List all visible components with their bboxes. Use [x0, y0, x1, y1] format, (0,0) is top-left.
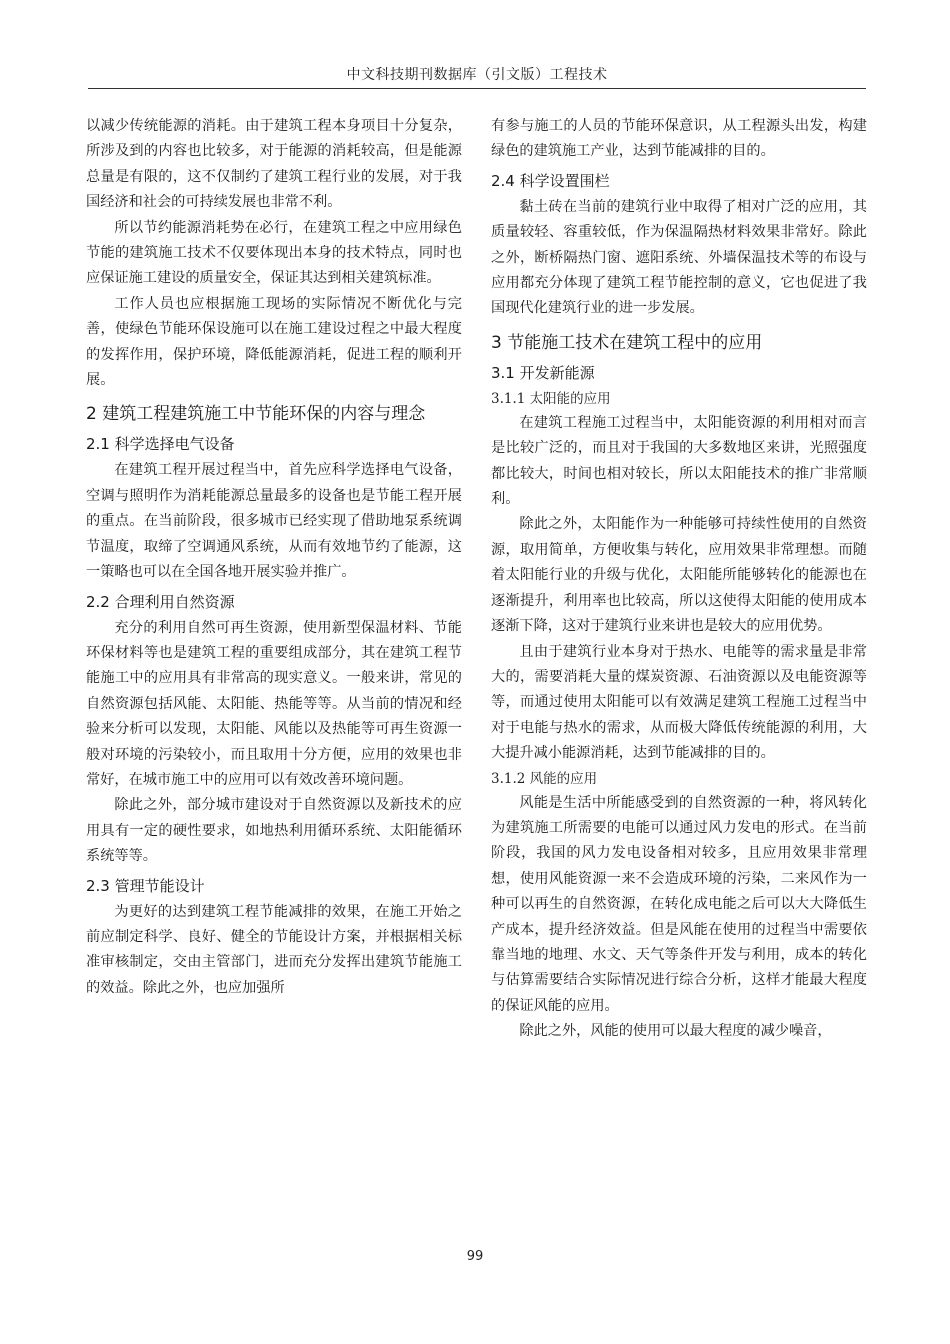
- left-column: [86, 114, 462, 1001]
- paragraph: 工作人员也应根据施工现场的实际情况不断优化与完善，使绿色节能环保设施可以在施工建设过程之中最大程度的发挥作用，保护环境，降低能源消耗，促进工程的顺利开展。: [86, 295, 462, 389]
- paragraph: 除此之外，风能的使用可以最大程度的减少噪音，: [519, 1023, 832, 1040]
- paragraph: 且由于建筑行业本身对于热水、电能等的需求量是非常大的，需要消耗大量的煤炭资源、石油资源以及电能资源等等，而通过使用太阳能可以有效满足建筑工程施工过程当中对于电能与热水的需求，从而极大降低传统能源的利用，大大提升减小能源消耗，达到节能减排的目的。: [491, 643, 867, 762]
- paragraph: 以减少传统能源的消耗。由于建筑工程本身项目十分复杂，所涉及到的内容也比较多，对于能源的消耗较高，但是能源总量是有限的，这不仅制约了建筑工程行业的发展，对于我国经济和社会的可持续发展也非常不利。: [86, 118, 462, 211]
- journal-header: 中文科技期刊数据库（引文版）工程技术: [346, 67, 608, 83]
- paragraph: 除此之外，太阳能作为一种能够可持续性使用的自然资源，取用简单，方便收集与转化，应用效果非常理想。而随着太阳能行业的升级与优化，太阳能所能够转化的能源也在逐渐提升，利用率也比较高，所以这使得太阳能的使用成本逐渐下降，这对于建筑行业来讲也是较大的应用优势。: [491, 516, 867, 635]
- right-column: [491, 114, 867, 1045]
- paragraph: 为更好的达到建筑工程节能减排的效果，在施工开始之前应制定科学、良好、健全的节能设计方案，并根据相关标准审核制定，交由主管部门，进而充分发挥出建筑节能施工的效益。除此之外，也应加强所: [86, 903, 462, 996]
- page-number: 99: [466, 1249, 484, 1264]
- subsection-heading-2-4: 2.4 科学设置围栏: [491, 171, 610, 190]
- subsubsection-heading-3-1-1: 3.1.1 太阳能的应用: [491, 390, 611, 407]
- paragraph: 在建筑工程施工过程当中，太阳能资源的利用相对而言是比较广泛的，而且对于我国的大多数地区来讲，光照强度都比较大，时间也相对较长，所以太阳能技术的推广非常顺利。: [491, 414, 867, 508]
- subsection-heading-2-1: 2.1 科学选择电气设备: [86, 435, 235, 454]
- subsubsection-heading-3-1-2: 3.1.2 风能的应用: [491, 770, 598, 787]
- paragraph: 风能是生活中所能感受到的自然资源的一种，将风转化为建筑施工所需要的电能可以通过风力发电的形式。在当前阶段，我国的风力发电设备相对较多，且应用效果非常理想，使用风能资源一来不会造成环境的污染，二来风作为一种可以再生的自然资源，在转化成电能之后可以大大降低生产成本，提升经济效益。但是风能在使用的过程当中需要依靠当地的地理、水文、天气等条件开发与利用，成本的转化与估算需要结合实际情况进行综合分析，这样才能最大程度的保证风能的应用。: [491, 794, 867, 1014]
- section-heading-2: 2 建筑工程建筑施工中节能环保的内容与理念: [86, 404, 426, 425]
- paragraph: 除此之外，部分城市建设对于自然资源以及新技术的应用具有一定的硬性要求，如地热利用循环系统、太阳能循环系统等等。: [86, 797, 462, 865]
- subsection-heading-2-3: 2.3 管理节能设计: [86, 876, 205, 895]
- paragraph: 有参与施工的人员的节能环保意识，从工程源头出发，构建绿色的建筑施工产业，达到节能减排的目的。: [491, 118, 867, 160]
- subsection-heading-2-2: 2.2 合理利用自然资源: [86, 592, 235, 611]
- paragraph: 在建筑工程开展过程当中，首先应科学选择电气设备，空调与照明作为消耗能源总量最多的设备也是节能工程开展的重点。在当前阶段，很多城市已经实现了借助地泵系统调节温度，取缔了空调通风系统，从而有效地节约了能源，这一策略也可以在全国各地开展实验并推广。: [86, 462, 462, 581]
- header-rule: [88, 88, 866, 89]
- section-heading-3: 3 节能施工技术在建筑工程中的应用: [491, 332, 763, 353]
- paragraph: 黏土砖在当前的建筑行业中取得了相对广泛的应用，其质量较轻、容重较低，作为保温隔热材料效果非常好。除此之外，断桥隔热门窗、遮阳系统、外墙保温技术等的布设与应用都充分体现了建筑工程节能控制的意义，它也促进了我国现代化建筑行业的进一步发展。: [491, 198, 867, 317]
- paragraph: 所以节约能源消耗势在必行，在建筑工程之中应用绿色节能的建筑施工技术不仅要体现出本身的技术特点，同时也应保证施工建设的质量安全，保证其达到相关建筑标准。: [86, 219, 462, 287]
- subsection-heading-3-1: 3.1 开发新能源: [491, 363, 595, 382]
- paragraph: 充分的利用自然可再生资源，使用新型保温材料、节能环保材料等也是建筑工程的重要组成部分，其在建筑工程节能施工中的应用具有非常高的现实意义。一般来讲，常见的自然资源包括风能、太阳能、热能等等。从当前的情况和经验来分析可以发现，太阳能、风能以及热能等可再生资源一般对环境的污染较小，而且取用十分方便，应用的效果也非常好，在城市施工中的应用可以有效改善环境问题。: [86, 619, 462, 788]
